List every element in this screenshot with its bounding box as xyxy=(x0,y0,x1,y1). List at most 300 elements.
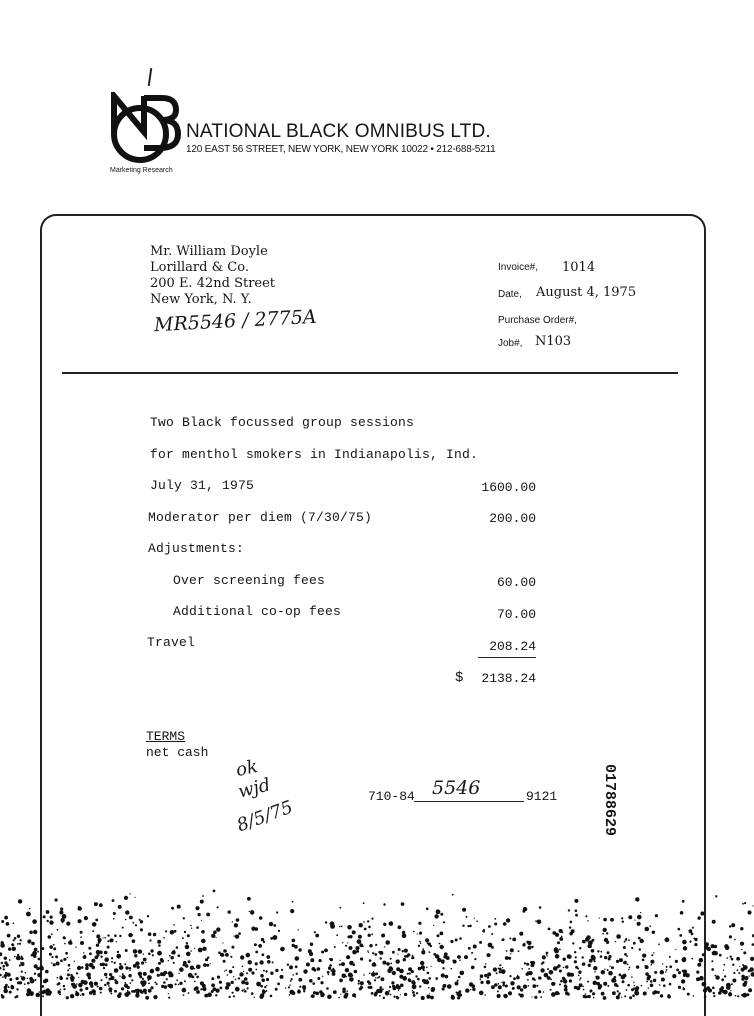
noise-speck xyxy=(637,915,642,920)
noise-speck xyxy=(85,967,89,971)
noise-speck xyxy=(624,953,627,956)
noise-speck xyxy=(166,972,167,973)
noise-speck xyxy=(185,964,189,968)
noise-speck xyxy=(310,958,314,962)
noise-speck xyxy=(34,973,36,975)
noise-speck xyxy=(372,952,374,954)
noise-speck xyxy=(363,974,365,976)
noise-speck xyxy=(593,966,597,970)
noise-speck xyxy=(16,995,19,998)
noise-speck xyxy=(719,988,723,992)
noise-speck xyxy=(457,996,460,999)
noise-speck xyxy=(441,973,445,977)
noise-speck xyxy=(59,977,63,981)
noise-speck xyxy=(642,954,646,958)
line-item-description: Additional co-op fees xyxy=(173,604,341,619)
noise-speck xyxy=(173,962,175,964)
noise-speck xyxy=(102,937,103,938)
noise-speck xyxy=(49,920,53,924)
noise-speck xyxy=(273,935,278,940)
noise-speck xyxy=(58,982,61,985)
noise-speck xyxy=(502,984,505,987)
noise-speck xyxy=(160,958,164,962)
noise-speck xyxy=(641,985,643,987)
noise-speck xyxy=(429,951,431,953)
noise-speck xyxy=(487,976,489,978)
noise-speck xyxy=(513,977,516,980)
noise-speck xyxy=(588,964,591,967)
noise-speck xyxy=(527,946,531,950)
noise-speck xyxy=(708,988,712,992)
noise-speck xyxy=(245,982,249,986)
noise-speck xyxy=(556,966,559,969)
noise-speck xyxy=(369,986,372,989)
noise-speck xyxy=(119,963,121,965)
noise-speck xyxy=(48,935,52,939)
noise-speck xyxy=(460,971,465,976)
noise-speck xyxy=(678,971,681,974)
line-item-description: Two Black focussed group sessions xyxy=(150,415,414,430)
noise-speck xyxy=(615,941,616,942)
noise-speck xyxy=(446,956,450,960)
noise-speck xyxy=(682,940,687,945)
noise-speck xyxy=(70,994,74,998)
total-currency: $ xyxy=(455,670,463,686)
noise-speck xyxy=(564,984,567,987)
noise-speck xyxy=(509,938,511,940)
noise-speck xyxy=(261,978,265,982)
noise-speck xyxy=(46,992,49,995)
noise-speck xyxy=(669,983,672,986)
noise-speck xyxy=(650,960,654,964)
noise-speck xyxy=(201,930,205,934)
noise-speck xyxy=(349,961,354,966)
noise-speck xyxy=(634,920,635,921)
noise-speck xyxy=(100,992,102,994)
noise-speck xyxy=(522,910,525,913)
noise-speck xyxy=(462,908,466,912)
noise-speck xyxy=(479,978,481,980)
noise-speck xyxy=(250,910,254,914)
header-tick xyxy=(148,68,152,86)
noise-speck xyxy=(173,950,175,952)
noise-speck xyxy=(51,956,53,958)
noise-speck xyxy=(691,933,694,936)
noise-speck xyxy=(107,946,110,949)
noise-speck xyxy=(469,982,473,986)
noise-speck xyxy=(713,995,715,997)
noise-speck xyxy=(496,972,498,974)
noise-speck xyxy=(575,914,578,917)
account-underline xyxy=(414,801,524,802)
noise-speck xyxy=(402,934,407,939)
line-item-amount: 1600.00 xyxy=(436,480,536,495)
noise-speck xyxy=(99,987,103,991)
noise-speck xyxy=(398,990,399,991)
noise-speck xyxy=(389,921,394,926)
noise-speck xyxy=(575,966,578,969)
noise-speck xyxy=(78,906,82,910)
noise-speck xyxy=(371,992,374,995)
noise-speck xyxy=(459,959,461,961)
noise-speck xyxy=(171,952,174,955)
approval-initials: wjd xyxy=(236,774,273,802)
noise-speck xyxy=(498,985,502,989)
noise-speck xyxy=(53,947,56,950)
noise-speck xyxy=(204,994,208,998)
noise-speck xyxy=(38,991,40,993)
noise-speck xyxy=(327,995,332,1000)
noise-speck xyxy=(20,962,21,963)
noise-speck xyxy=(563,979,567,983)
noise-speck xyxy=(217,906,219,908)
noise-speck xyxy=(712,920,716,924)
noise-speck xyxy=(653,952,654,953)
noise-speck xyxy=(420,961,424,965)
noise-speck xyxy=(187,934,190,937)
noise-speck xyxy=(696,977,700,981)
noise-speck xyxy=(494,983,497,986)
noise-speck xyxy=(17,935,20,938)
noise-speck xyxy=(719,954,722,957)
noise-speck xyxy=(188,973,193,978)
noise-speck xyxy=(50,916,53,919)
noise-speck xyxy=(609,966,610,967)
noise-speck xyxy=(53,944,55,946)
noise-speck xyxy=(231,946,234,949)
noise-speck xyxy=(631,947,633,949)
noise-speck xyxy=(211,990,214,993)
noise-speck xyxy=(60,907,63,910)
noise-speck xyxy=(67,957,68,958)
noise-speck xyxy=(325,921,327,923)
noise-speck xyxy=(24,983,26,985)
noise-speck xyxy=(242,990,244,992)
noise-speck xyxy=(260,985,263,988)
noise-speck xyxy=(114,990,117,993)
noise-speck xyxy=(472,988,475,991)
noise-speck xyxy=(16,977,19,980)
noise-speck xyxy=(419,941,421,943)
noise-speck xyxy=(407,953,410,956)
approval-date: 8/5/75 xyxy=(234,797,296,837)
noise-speck xyxy=(574,960,577,963)
noise-speck xyxy=(357,939,362,944)
noise-speck xyxy=(454,962,455,963)
noise-speck xyxy=(340,994,341,995)
noise-speck xyxy=(582,956,584,958)
account-prefix: 710-84 xyxy=(368,789,415,804)
noise-speck xyxy=(175,983,177,985)
noise-speck xyxy=(452,960,453,961)
noise-speck xyxy=(347,925,352,930)
noise-speck xyxy=(359,923,363,927)
noise-speck xyxy=(725,946,730,951)
noise-speck xyxy=(682,900,685,903)
noise-speck xyxy=(591,949,595,953)
noise-speck xyxy=(1,995,3,997)
noise-speck xyxy=(643,960,644,961)
noise-speck xyxy=(748,970,751,973)
noise-speck xyxy=(439,943,441,945)
noise-speck xyxy=(413,931,415,933)
noise-speck xyxy=(553,967,555,969)
noise-speck xyxy=(487,972,491,976)
noise-speck xyxy=(4,957,7,960)
noise-speck xyxy=(349,946,353,950)
noise-speck xyxy=(696,971,699,974)
noise-speck xyxy=(499,968,502,971)
noise-speck xyxy=(265,990,267,992)
noise-speck xyxy=(380,957,382,959)
noise-speck xyxy=(220,987,223,990)
noise-speck xyxy=(46,910,50,914)
noise-speck xyxy=(368,952,369,953)
noise-speck xyxy=(633,982,634,983)
noise-speck xyxy=(450,940,453,943)
noise-speck xyxy=(384,946,385,947)
noise-speck xyxy=(619,958,623,962)
noise-speck xyxy=(178,954,181,957)
noise-speck xyxy=(233,976,234,977)
noise-speck xyxy=(51,933,53,935)
noise-speck xyxy=(456,991,458,993)
noise-speck xyxy=(168,984,173,989)
noise-speck xyxy=(166,978,168,980)
noise-speck xyxy=(373,971,374,972)
noise-speck xyxy=(435,977,438,980)
noise-speck xyxy=(254,943,257,946)
noise-speck xyxy=(56,962,60,966)
noise-speck xyxy=(157,951,162,956)
noise-speck xyxy=(654,971,657,974)
noise-speck xyxy=(244,990,247,993)
noise-speck xyxy=(125,919,127,921)
noise-speck xyxy=(563,958,566,961)
document-id: 01788629 xyxy=(601,764,618,836)
noise-speck xyxy=(44,979,48,983)
noise-speck xyxy=(266,978,269,981)
noise-speck xyxy=(528,968,530,970)
company-address: 120 EAST 56 STREET, NEW YORK, NEW YORK 10022 • 212-688-5211 xyxy=(186,144,495,155)
noise-speck xyxy=(179,982,182,985)
noise-speck xyxy=(390,958,392,960)
noise-speck xyxy=(291,978,293,980)
noise-speck xyxy=(394,974,396,976)
noise-speck xyxy=(657,991,660,994)
noise-speck xyxy=(621,997,622,998)
noise-speck xyxy=(235,987,240,992)
noise-speck xyxy=(97,986,99,988)
noise-speck xyxy=(223,960,226,963)
recipient-city: New York, N. Y. xyxy=(150,292,252,307)
noise-speck xyxy=(206,964,209,967)
noise-speck xyxy=(589,959,593,963)
noise-speck xyxy=(585,937,589,941)
noise-speck xyxy=(427,972,430,975)
line-item-description: Travel xyxy=(147,635,195,650)
noise-speck xyxy=(527,979,529,981)
noise-speck xyxy=(360,957,363,960)
noise-speck xyxy=(41,985,44,988)
noise-speck xyxy=(407,973,409,975)
noise-speck xyxy=(570,921,573,924)
noise-speck xyxy=(593,997,595,999)
noise-speck xyxy=(148,932,152,936)
noise-speck xyxy=(194,973,196,975)
noise-speck xyxy=(328,967,331,970)
noise-speck xyxy=(346,955,350,959)
noise-speck xyxy=(38,958,41,961)
noise-speck xyxy=(122,973,124,975)
noise-speck xyxy=(564,988,568,992)
noise-speck xyxy=(303,969,307,973)
noise-speck xyxy=(398,948,401,951)
noise-speck xyxy=(20,939,22,941)
noise-speck xyxy=(58,992,60,994)
noise-speck xyxy=(233,995,235,997)
noise-speck xyxy=(66,922,70,926)
noise-speck xyxy=(416,992,418,994)
noise-speck xyxy=(731,958,734,961)
noise-speck xyxy=(95,956,99,960)
noise-speck xyxy=(633,987,635,989)
noise-speck xyxy=(190,950,192,952)
noise-speck xyxy=(742,994,745,997)
noise-speck xyxy=(425,938,429,942)
noise-speck xyxy=(383,997,385,999)
noise-speck xyxy=(412,990,414,992)
noise-speck xyxy=(91,985,93,987)
noise-speck xyxy=(149,939,151,941)
noise-speck xyxy=(428,977,431,980)
noise-speck xyxy=(636,965,639,968)
noise-speck xyxy=(508,957,511,960)
noise-speck xyxy=(182,937,184,939)
noise-speck xyxy=(11,986,15,990)
noise-speck xyxy=(585,996,587,998)
noise-speck xyxy=(71,979,74,982)
noise-speck xyxy=(375,944,377,946)
noise-speck xyxy=(183,961,186,964)
noise-speck xyxy=(88,947,91,950)
noise-speck xyxy=(230,956,232,958)
noise-speck xyxy=(131,979,133,981)
noise-speck xyxy=(601,970,605,974)
noise-speck xyxy=(227,974,229,976)
noise-speck xyxy=(661,978,665,982)
noise-speck xyxy=(575,909,578,912)
noise-speck xyxy=(486,980,490,984)
noise-speck xyxy=(396,959,400,963)
noise-speck xyxy=(411,980,415,984)
noise-speck xyxy=(567,972,572,977)
noise-speck xyxy=(742,903,744,905)
noise-speck xyxy=(76,983,78,985)
noise-speck xyxy=(248,960,252,964)
noise-speck xyxy=(543,991,545,993)
noise-speck xyxy=(341,926,343,928)
noise-speck xyxy=(190,925,191,926)
noise-speck xyxy=(437,934,440,937)
noise-speck xyxy=(711,968,714,971)
noise-speck xyxy=(339,926,340,927)
noise-speck xyxy=(49,945,53,949)
noise-speck xyxy=(157,940,161,944)
noise-speck xyxy=(527,941,531,945)
purchase-order-label: Purchase Order#, xyxy=(498,315,577,326)
noise-speck xyxy=(526,973,529,976)
noise-speck xyxy=(341,962,345,966)
noise-speck xyxy=(78,977,79,978)
noise-speck xyxy=(217,976,220,979)
noise-speck xyxy=(600,955,603,958)
noise-speck xyxy=(144,992,147,995)
noise-speck xyxy=(659,984,661,986)
noise-speck xyxy=(368,934,371,937)
noise-speck xyxy=(232,921,233,922)
noise-speck xyxy=(77,966,81,970)
noise-speck xyxy=(320,992,325,997)
noise-speck xyxy=(426,995,430,999)
noise-speck xyxy=(679,934,682,937)
noise-speck xyxy=(289,994,291,996)
noise-speck xyxy=(154,982,156,984)
noise-speck xyxy=(36,967,39,970)
noise-speck xyxy=(333,990,337,994)
noise-speck xyxy=(645,972,649,976)
noise-speck xyxy=(288,986,290,988)
recipient-street: 200 E. 42nd Street xyxy=(150,276,275,291)
noise-speck xyxy=(285,988,286,989)
noise-speck xyxy=(165,930,167,932)
noise-speck xyxy=(378,976,380,978)
noise-speck xyxy=(238,932,241,935)
noise-speck xyxy=(532,996,533,997)
noise-speck xyxy=(80,985,82,987)
noise-speck xyxy=(736,957,740,961)
noise-speck xyxy=(16,988,18,990)
noise-speck xyxy=(142,984,145,987)
noise-speck xyxy=(743,951,746,954)
noise-speck xyxy=(78,919,82,923)
noise-speck xyxy=(683,988,686,991)
noise-speck xyxy=(510,948,514,952)
noise-speck xyxy=(723,990,728,995)
noise-speck xyxy=(320,981,323,984)
noise-speck xyxy=(627,984,630,987)
noise-speck xyxy=(96,934,100,938)
noise-speck xyxy=(391,981,394,984)
noise-speck xyxy=(419,932,422,935)
job-label: Job#, xyxy=(498,338,522,349)
noise-speck xyxy=(412,984,417,989)
noise-speck xyxy=(629,967,631,969)
noise-speck xyxy=(345,968,349,972)
noise-speck xyxy=(147,975,152,980)
noise-speck xyxy=(644,965,645,966)
noise-speck xyxy=(11,943,14,946)
noise-speck xyxy=(110,938,114,942)
noise-speck xyxy=(355,996,356,997)
approval-ok: ok xyxy=(234,756,260,781)
noise-speck xyxy=(638,937,641,940)
noise-speck xyxy=(315,992,319,996)
noise-speck xyxy=(101,963,105,967)
noise-speck xyxy=(326,987,329,990)
account-suffix: 9121 xyxy=(526,789,557,804)
noise-speck xyxy=(576,986,580,990)
